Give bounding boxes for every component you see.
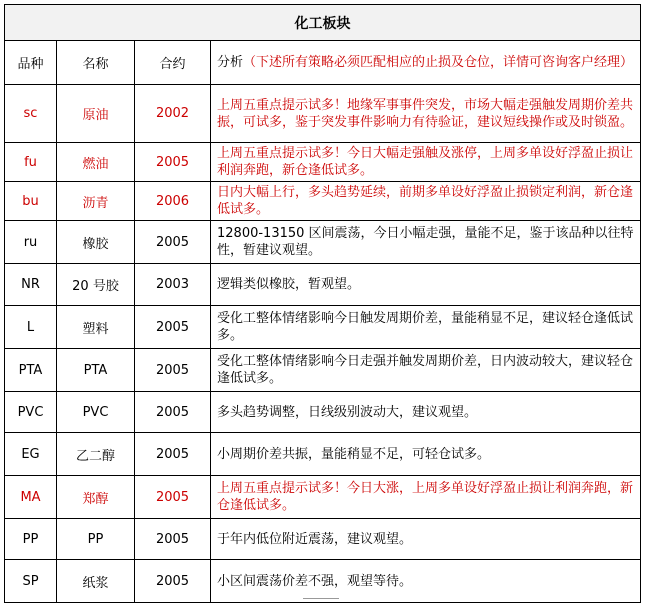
cell-variety: PVC [5,392,57,433]
header-name: 名称 [57,41,135,85]
bottom-divider [303,598,339,599]
table-row [5,221,641,264]
cell-contract: 2005 [135,433,211,476]
cell-contract: 2005 [135,476,211,519]
table-row [5,392,641,433]
table-row [5,349,641,392]
cell-variety: ru [5,221,57,264]
cell-analysis: 小区间震荡价差不强，观望等待。 [211,560,641,603]
header-analysis-label: 分析 [217,54,244,70]
table-row [5,560,641,603]
cell-analysis: 逻辑类似橡胶，暂观望。 [211,264,641,306]
cell-variety: SP [5,560,57,603]
cell-name: PVC [57,392,135,433]
cell-variety: L [5,306,57,349]
cell-name: 沥青 [57,182,135,221]
cell-variety: PTA [5,349,57,392]
cell-variety: PP [5,519,57,560]
cell-analysis: 于年内低位附近震荡，建议观望。 [211,519,641,560]
cell-variety: EG [5,433,57,476]
cell-analysis: 受化工整体情绪影响今日走强并触发周期价差，日内波动较大，建议轻仓逢低试多。 [211,349,641,392]
cell-contract: 2005 [135,349,211,392]
table-row [5,306,641,349]
cell-name: 橡胶 [57,221,135,264]
table-title: 化工板块 [5,5,641,41]
table-row [5,264,641,306]
cell-variety: sc [5,85,57,143]
header-contract: 合约 [135,41,211,85]
table-body [5,85,641,603]
cell-name: 塑料 [57,306,135,349]
cell-variety: bu [5,182,57,221]
cell-contract: 2005 [135,306,211,349]
header-analysis-note: （下述所有策略必须匹配相应的止损及仓位，详情可咨询客户经理） [243,54,634,70]
chemical-sector-table [4,4,641,603]
table-row [5,143,641,182]
cell-contract: 2006 [135,182,211,221]
cell-name: 20 号胶 [57,264,135,306]
cell-name: 燃油 [57,143,135,182]
cell-name: 原油 [57,85,135,143]
header-variety: 品种 [5,41,57,85]
cell-contract: 2002 [135,85,211,143]
cell-variety: NR [5,264,57,306]
cell-analysis: 小周期价差共振，量能稍显不足，可轻仓试多。 [211,433,641,476]
cell-contract: 2005 [135,519,211,560]
cell-analysis: 12800-13150 区间震荡，今日小幅走强，量能不足，鉴于该品种以往特性，暂建议观望。 [211,221,641,264]
cell-contract: 2005 [135,560,211,603]
table-row [5,476,641,519]
cell-analysis: 受化工整体情绪影响今日触发周期价差，量能稍显不足，建议轻仓逢低试多。 [211,306,641,349]
cell-analysis: 上周五重点提示试多！今日大幅走强触及涨停，上周多单设好浮盈止损让利润奔跑，新仓逢低试多。 [211,143,641,182]
table-row [5,85,641,143]
cell-analysis: 日内大幅上行，多头趋势延续，前期多单设好浮盈止损锁定利润，新仓逢低试多。 [211,182,641,221]
cell-analysis: 上周五重点提示试多！地缘军事事件突发，市场大幅走强触发周期价差共振，可试多，鉴于突发事件影响力有待验证，建议短线操作或及时锁盈。 [211,85,641,143]
cell-name: 乙二醇 [57,433,135,476]
cell-name: 郑醇 [57,476,135,519]
cell-contract: 2005 [135,392,211,433]
header-row [5,41,641,85]
cell-contract: 2005 [135,143,211,182]
table-row [5,182,641,221]
cell-variety: fu [5,143,57,182]
cell-name: 纸浆 [57,560,135,603]
table-row [5,433,641,476]
cell-analysis: 多头趋势调整，日线级别波动大，建议观望。 [211,392,641,433]
cell-variety: MA [5,476,57,519]
cell-analysis: 上周五重点提示试多！今日大涨，上周多单设好浮盈止损让利润奔跑，新仓逢低试多。 [211,476,641,519]
cell-name: PTA [57,349,135,392]
table-row [5,519,641,560]
cell-contract: 2005 [135,221,211,264]
cell-name: PP [57,519,135,560]
header-analysis [211,41,641,85]
title-row [5,5,641,41]
cell-contract: 2003 [135,264,211,306]
